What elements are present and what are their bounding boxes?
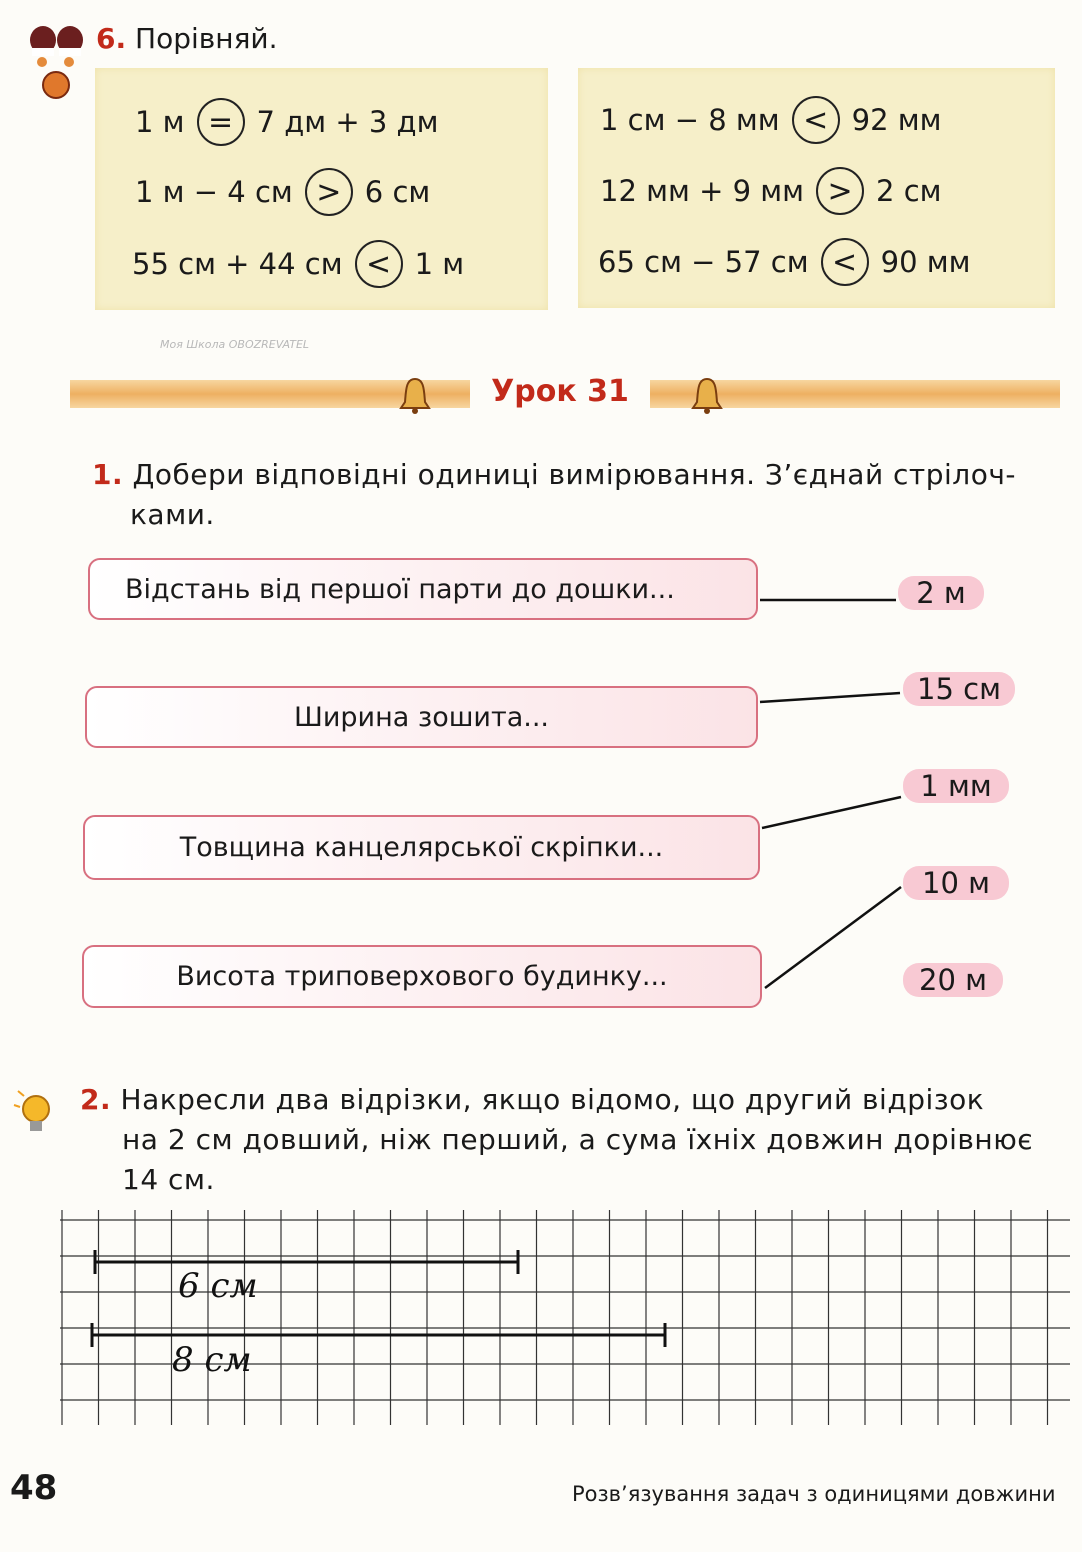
unit-answer: 2 м [898,576,984,610]
comparison-right: 6 см [364,175,431,209]
measure-item: Висота триповерхового будинку... [82,945,762,1008]
comparison-sign[interactable]: > [305,168,353,216]
page-topic: Розв’язування задач з одиницями довжини [572,1482,1056,1506]
task1-number: 1. [92,458,124,491]
task2-number: 2. [80,1083,112,1116]
comparison-left: 1 м − 4 см [135,175,293,209]
task1-line: ками. [130,498,215,531]
page-number: 48 [10,1468,58,1508]
task2-line: Накресли два відрізки, якщо відомо, що другий відрізок [120,1083,985,1116]
comparison-sign[interactable]: = [197,98,245,146]
measure-item: Товщина канцелярської скріпки... [83,815,760,880]
unit-answer: 20 м [903,963,1003,997]
task6-number: 6. [96,22,127,55]
drawn-segments [0,1240,1082,1360]
comparison-sign[interactable]: > [816,167,864,215]
comparison-sign[interactable]: < [792,96,840,144]
task1-line: Добери відповідні одиниці вимірювання. З’єднай стрілоч- [132,458,1016,491]
connector-line [765,887,901,988]
task6-title: Порівняй. [135,22,278,55]
unit-answer: 10 м [903,866,1009,900]
segment-2-label: 8 см [172,1340,252,1380]
task2-line: на 2 см довший, ніж перший, а сума їхніх довжин дорівнює [122,1123,1034,1156]
comparison-left: 55 см + 44 см [132,247,343,281]
segment-1-label: 6 см [178,1266,258,1306]
unit-answer: 1 мм [903,769,1009,803]
measure-item: Відстань від першої парти до дошки... [88,558,758,620]
lesson-title: Урок 31 [470,374,650,409]
comparison-sign[interactable]: < [355,240,403,288]
comparison-right: 92 мм [851,103,942,137]
comparison-right: 1 м [414,247,465,281]
connector-line [762,797,901,828]
comparison-sign[interactable]: < [821,238,869,286]
measure-item: Ширина зошита... [85,686,758,748]
task2-text [80,1080,1033,1200]
task2-line: 14 см. [122,1163,215,1196]
comparison-right: 90 мм [880,245,971,279]
comparison-right: 2 см [876,174,942,208]
comparison-right: 7 дм + 3 дм [256,105,439,139]
comparison-left: 1 м [135,105,185,139]
comparison-left: 12 мм + 9 мм [600,174,805,208]
comparison-left: 65 см − 57 см [598,245,809,279]
connector-line [760,693,900,702]
watermark: Моя Школа OBOZREVATEL [160,338,310,351]
lightbulb-icon [12,1085,56,1145]
unit-answer: 15 см [903,672,1015,706]
comparison-left: 1 см − 8 мм [600,103,780,137]
